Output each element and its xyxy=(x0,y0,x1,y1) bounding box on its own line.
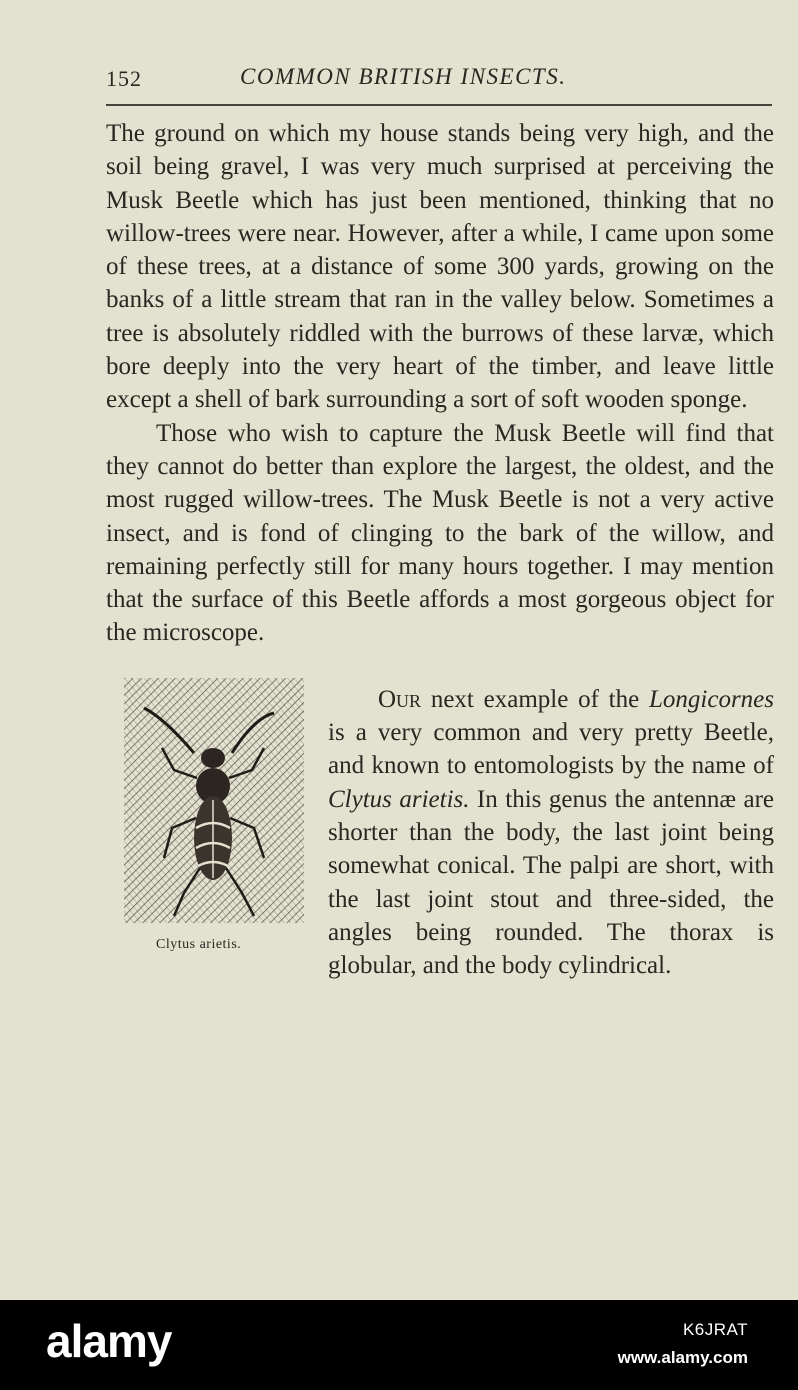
paragraph-1: The ground on which my house stands being very high, and the soil being gravel, I was very much surprised at perceiving the Musk Beetle which has just been mentioned, thinking that no willow-trees were near. However, after a while, I came upon some of these trees, at a distance of some 300 yards, growing on the banks of a little stream that ran in the valley below. Sometimes a tree is absolutely riddled with the burrows of these larvæ, which bore deeply into the very heart of the timber, and leave little except a shell of bark surrounding a sort of soft wooden sponge. xyxy=(106,120,774,414)
genus-group-name: Longicornes xyxy=(649,685,774,713)
figure-caption: Clytus arietis. xyxy=(156,936,242,952)
header-rule xyxy=(106,104,772,106)
watermark-image-id: K6JRAT xyxy=(682,1320,748,1339)
watermark-logo: alamy xyxy=(46,1315,172,1367)
paragraph-3-lead: Our xyxy=(378,685,422,713)
page-number: 152 xyxy=(106,66,142,91)
beetle-figure xyxy=(106,650,316,950)
species-name: Clytus arietis. xyxy=(328,785,470,813)
paragraph-3-part-a: next example of the xyxy=(421,685,649,713)
running-title: COMMON BRITISH INSECTS. xyxy=(240,64,567,89)
paragraph-3-part-c: In this genus the antennæ are shorter than the body, the last joint being somewhat conical. The palpi are short, with the last joint stout and three-sided, the angles being rounded. The thorax is globular, and the body cylindrical. xyxy=(328,785,774,980)
watermark-url: www.alamy.com xyxy=(617,1348,748,1367)
paragraph-2-text: Those who wish to capture the Musk Beetle will find that they cannot do better than explore the largest, the oldest, and the most rugged willow-trees. The Musk Beetle is not a very active insect, and is fond of clinging to the bark of the willow, and remaining perfectly still for many hours together. I may mention that the surface of this Beetle affords a most gorgeous object for the microscope. xyxy=(106,419,774,647)
body-text xyxy=(106,117,774,982)
watermark-bar xyxy=(0,1300,798,1390)
beetle-engraving-icon xyxy=(124,678,304,923)
paragraph-3-part-b: is a very common and very pretty Beetle, and known to entomologists by the name of xyxy=(328,719,774,780)
paragraph-2 xyxy=(106,417,774,650)
page-header xyxy=(106,60,772,96)
